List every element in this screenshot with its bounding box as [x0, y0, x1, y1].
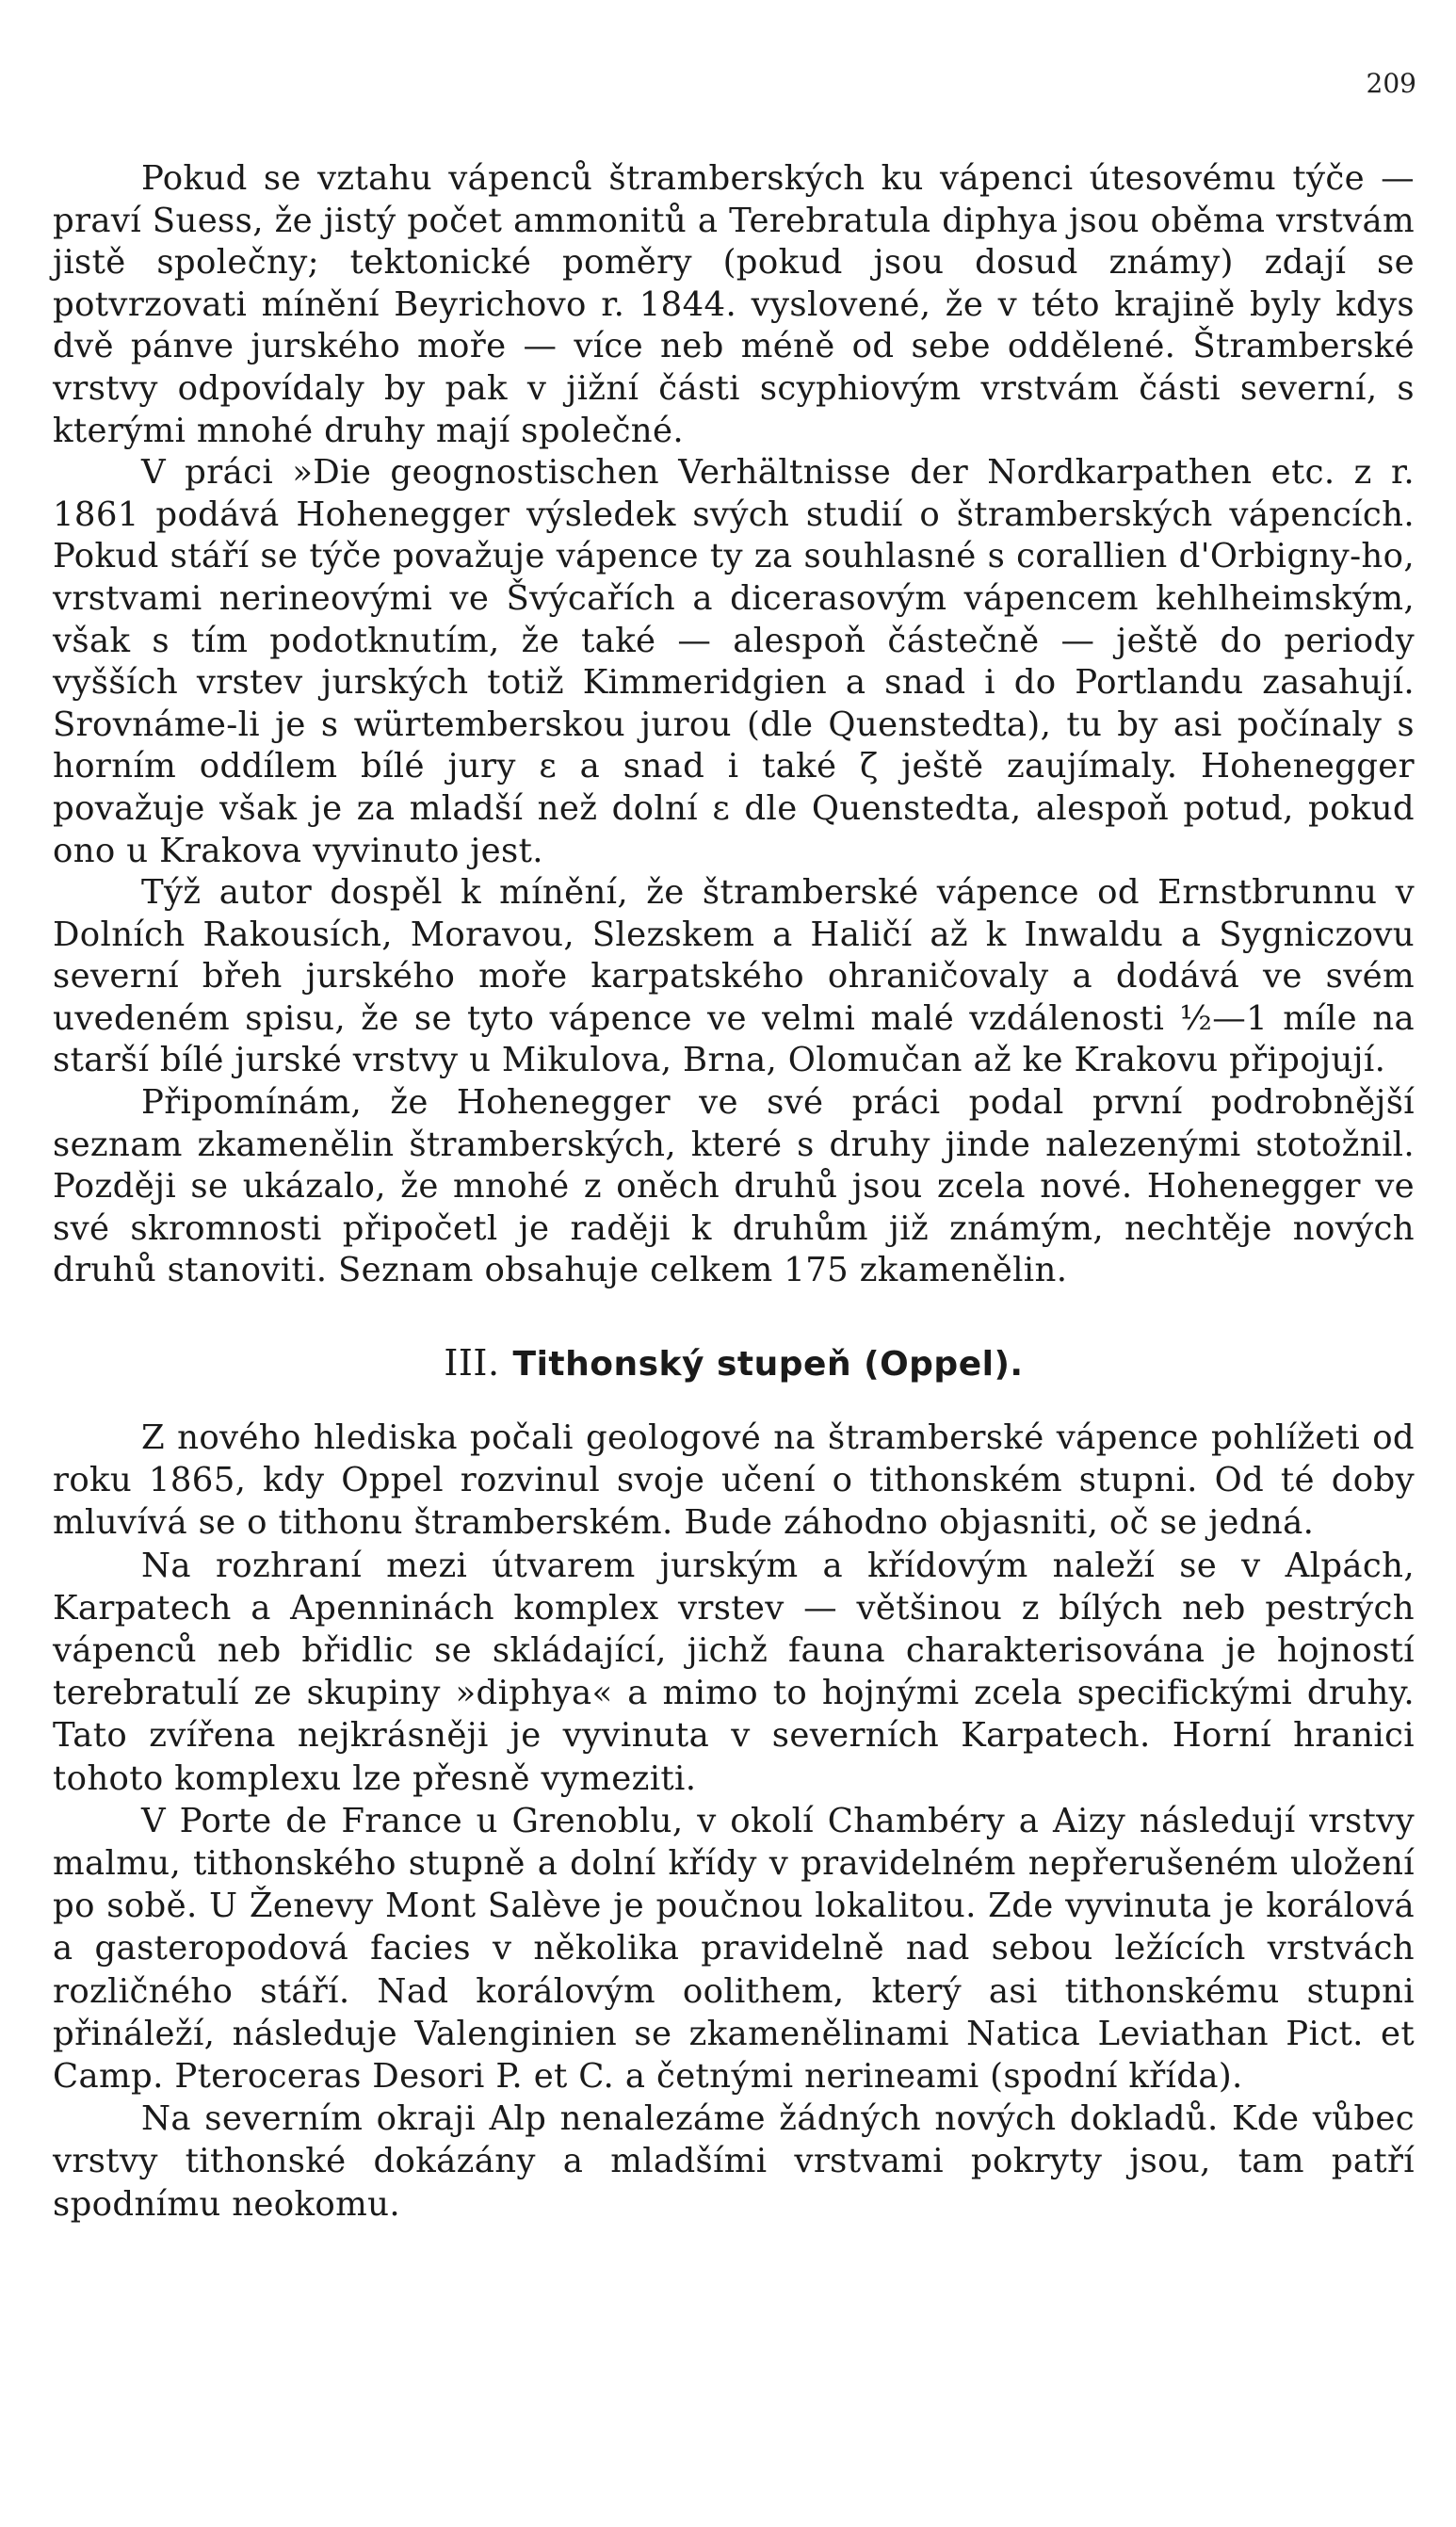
paragraph-northern-alps: Na severním okraji Alp nenalezáme žádných nových dokladů. Kde vůbec vrstvy tithonské dokázány a mladšími vrstvami pokryty jsou, tam patří spodnímu neokomu. [53, 2099, 1415, 2224]
paragraph-ernstbrunn: Týž autor dospěl k mínění, že štramberské vápence od Ernstbrunnu v Dolních Rakousích, Moravou, Slezskem a Haličí až k Inwaldu a Sygniczovu severní břeh jurského moře karpatského ohraničovaly a dodává ve svém uvedeném spisu, že se tyto vápence ve velmi malé vzdálenosti ½—1 míle na starší bílé jurské vrstvy u Mikulova, Brna, Olomučan až ke Krakovu připojují. [53, 873, 1415, 1080]
section-numeral: III. [444, 1342, 500, 1385]
paragraph-grenoble: V Porte de France u Grenoblu, v okolí Chambéry a Aizy následují vrstvy malmu, tithonského stupně a dolní křídy v pravidelném nepřerušeném uložení po sobě. U Ženevy Mont Salève je poučnou lokalitou. Zde vyvinuta je korálová a gasteropodová facies v několika pravidelně nad sebou ležících vrstvách rozličného stáří. Nad korálovým oolithem, který asi tithonskému stupni přináleží, následuje Valenginien se zkamenělinami Natica Leviathan Pict. et Camp. Pteroceras Desori P. et C. a četnými nerineami (spodní křída). [53, 1801, 1415, 2097]
page-body [53, 158, 1415, 2226]
section-title: Tithonský stupeň (Oppel). [512, 1345, 1024, 1385]
page-number: 209 [1366, 68, 1416, 99]
paragraph-fossil-list: Připomínám, že Hohenegger ve své práci podal první podrobnější seznam zkamenělin štramberských, které s druhy jinde nalezenými stotožnil. Později se ukázalo, že mnohé z oněch druhů jsou zcela nové. Hohenegger ve své skromnosti připočetl je raději k druhům již známým, nechtěje nových druhů stanoviti. Seznam obsahuje celkem 175 zkamenělin. [53, 1083, 1415, 1290]
section-beyrich-hohenegger [53, 158, 1415, 1292]
paragraph-hohenegger-1861: V práci »Die geognostischen Verhältnisse der Nordkarpathen etc. z r. 1861 podává Hohenegger výsledek svých studií o štramberských vápencích. Pokud stáří se týče považuje vápence ty za souhlasné s corallien d'Orbigny-ho, vrstvami nerineovými ve Švýcařích a dicerasovým vápencem kehlheimským, však s tím podotknutím, že také — alespoň částečně — ještě do periody vyšších vrstev jurských totiž Kimmeridgien a snad i do Portlandu zasahují. Srovnáme-li je s würtemberskou jurou (dle Quenstedta), tu by asi počínaly s horním oddílem bílé jury ε a snad i také ζ ještě zaujímaly. Hohenegger považuje však je za mladší než dolní ε dle Quenstedta, alespoň potud, pokud ono u Krakova vyvinuto jest. [53, 453, 1415, 870]
paragraph-oppel-1865: Z nového hlediska počali geologové na štramberské vápence pohlížeti od roku 1865, kdy Oppel rozvinul svoje učení o tithonském stupni. Od té doby mluvívá se o tithonu štramberském. Bude záhodno objasniti, oč se jedná. [53, 1418, 1415, 1543]
section-heading [53, 1292, 1415, 1417]
paragraph-jura-cretaceous-boundary: Na rozhraní mezi útvarem jurským a křídovým naleží se v Alpách, Karpatech a Apenninách komplex vrstev — většinou z bílých neb pestrých vápenců neb břidlic se skládající, jichž fauna charakterisována je hojností terebratulí ze skupiny »diphya« a mimo to hojnými zcela specifickými druhy. Tato zvířena nejkrásněji je vyvinuta v severních Karpatech. Horní hranici tohoto komplexu lze přesně vymeziti. [53, 1546, 1415, 1798]
paragraph-suess: Pokud se vztahu vápenců štramberských ku vápenci útesovému týče — praví Suess, že jistý počet ammonitů a Terebratula diphya jsou oběma vrstvám jistě společny; tektonické poměry (pokud jsou dosud známy) zdají se potvrzovati mínění Beyrichovo r. 1844. vyslovené, že v této krajině byly kdys dvě pánve jurského moře — více neb méně od sebe oddělené. Štramberské vrstvy odpovídaly by pak v jižní části scyphiovým vrstvám části severní, s kterými mnohé druhy mají společné. [53, 159, 1415, 450]
section-tithonian-stage [53, 1417, 1415, 2226]
